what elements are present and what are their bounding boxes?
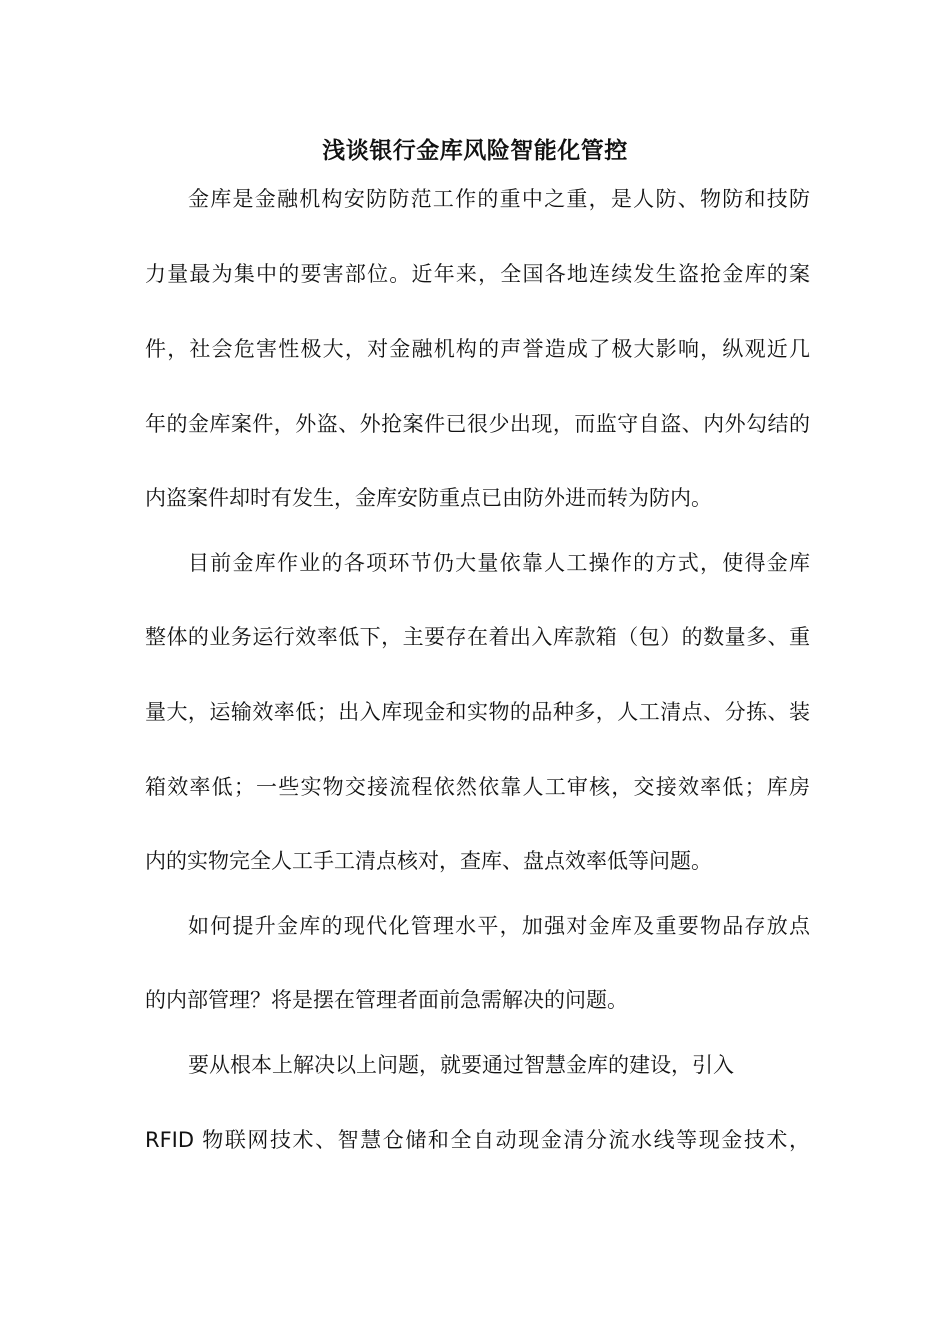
paragraph-1-line-2: 力量最为集中的要害部位。近年来，全国各地连续发生盗抢金库的案 xyxy=(145,262,810,286)
paragraph-2-line-3: 量大，运输效率低；出入库现金和实物的品种多，人工清点、分拣、装 xyxy=(145,700,810,724)
paragraph-4-line-2: RFID 物联网技术、智慧仓储和全自动现金清分流水线等现金技术， xyxy=(145,1128,810,1152)
paragraph-2-line-5: 内的实物完全人工手工清点核对，查库、盘点效率低等问题。 xyxy=(145,849,712,873)
paragraph-1-line-5: 内盗案件却时有发生，金库安防重点已由防外进而转为防内。 xyxy=(145,486,712,510)
paragraph-2-line-4: 箱效率低；一些实物交接流程依然依靠人工审核，交接效率低；库房 xyxy=(145,775,810,799)
paragraph-3-line-1: 如何提升金库的现代化管理水平，加强对金库及重要物品存放点 xyxy=(188,914,810,938)
paragraph-2-line-1: 目前金库作业的各项环节仍大量依靠人工操作的方式，使得金库 xyxy=(188,551,810,575)
document-title: 浅谈银行金库风险智能化管控 xyxy=(322,138,628,164)
paragraph-1-line-1: 金库是金融机构安防防范工作的重中之重，是人防、物防和技防 xyxy=(188,187,810,211)
paragraph-4-line-1: 要从根本上解决以上问题，就要通过智慧金库的建设，引入 xyxy=(188,1053,734,1077)
paragraph-2-line-2: 整体的业务运行效率低下，主要存在着出入库款箱（包）的数量多、重 xyxy=(145,625,810,649)
paragraph-1-line-3: 件，社会危害性极大，对金融机构的声誉造成了极大影响，纵观近几 xyxy=(145,337,810,361)
paragraph-3-line-2: 的内部管理？将是摆在管理者面前急需解决的问题。 xyxy=(145,988,628,1012)
paragraph-1-line-4: 年的金库案件，外盗、外抢案件已很少出现，而监守自盗、内外勾结的 xyxy=(145,412,810,436)
